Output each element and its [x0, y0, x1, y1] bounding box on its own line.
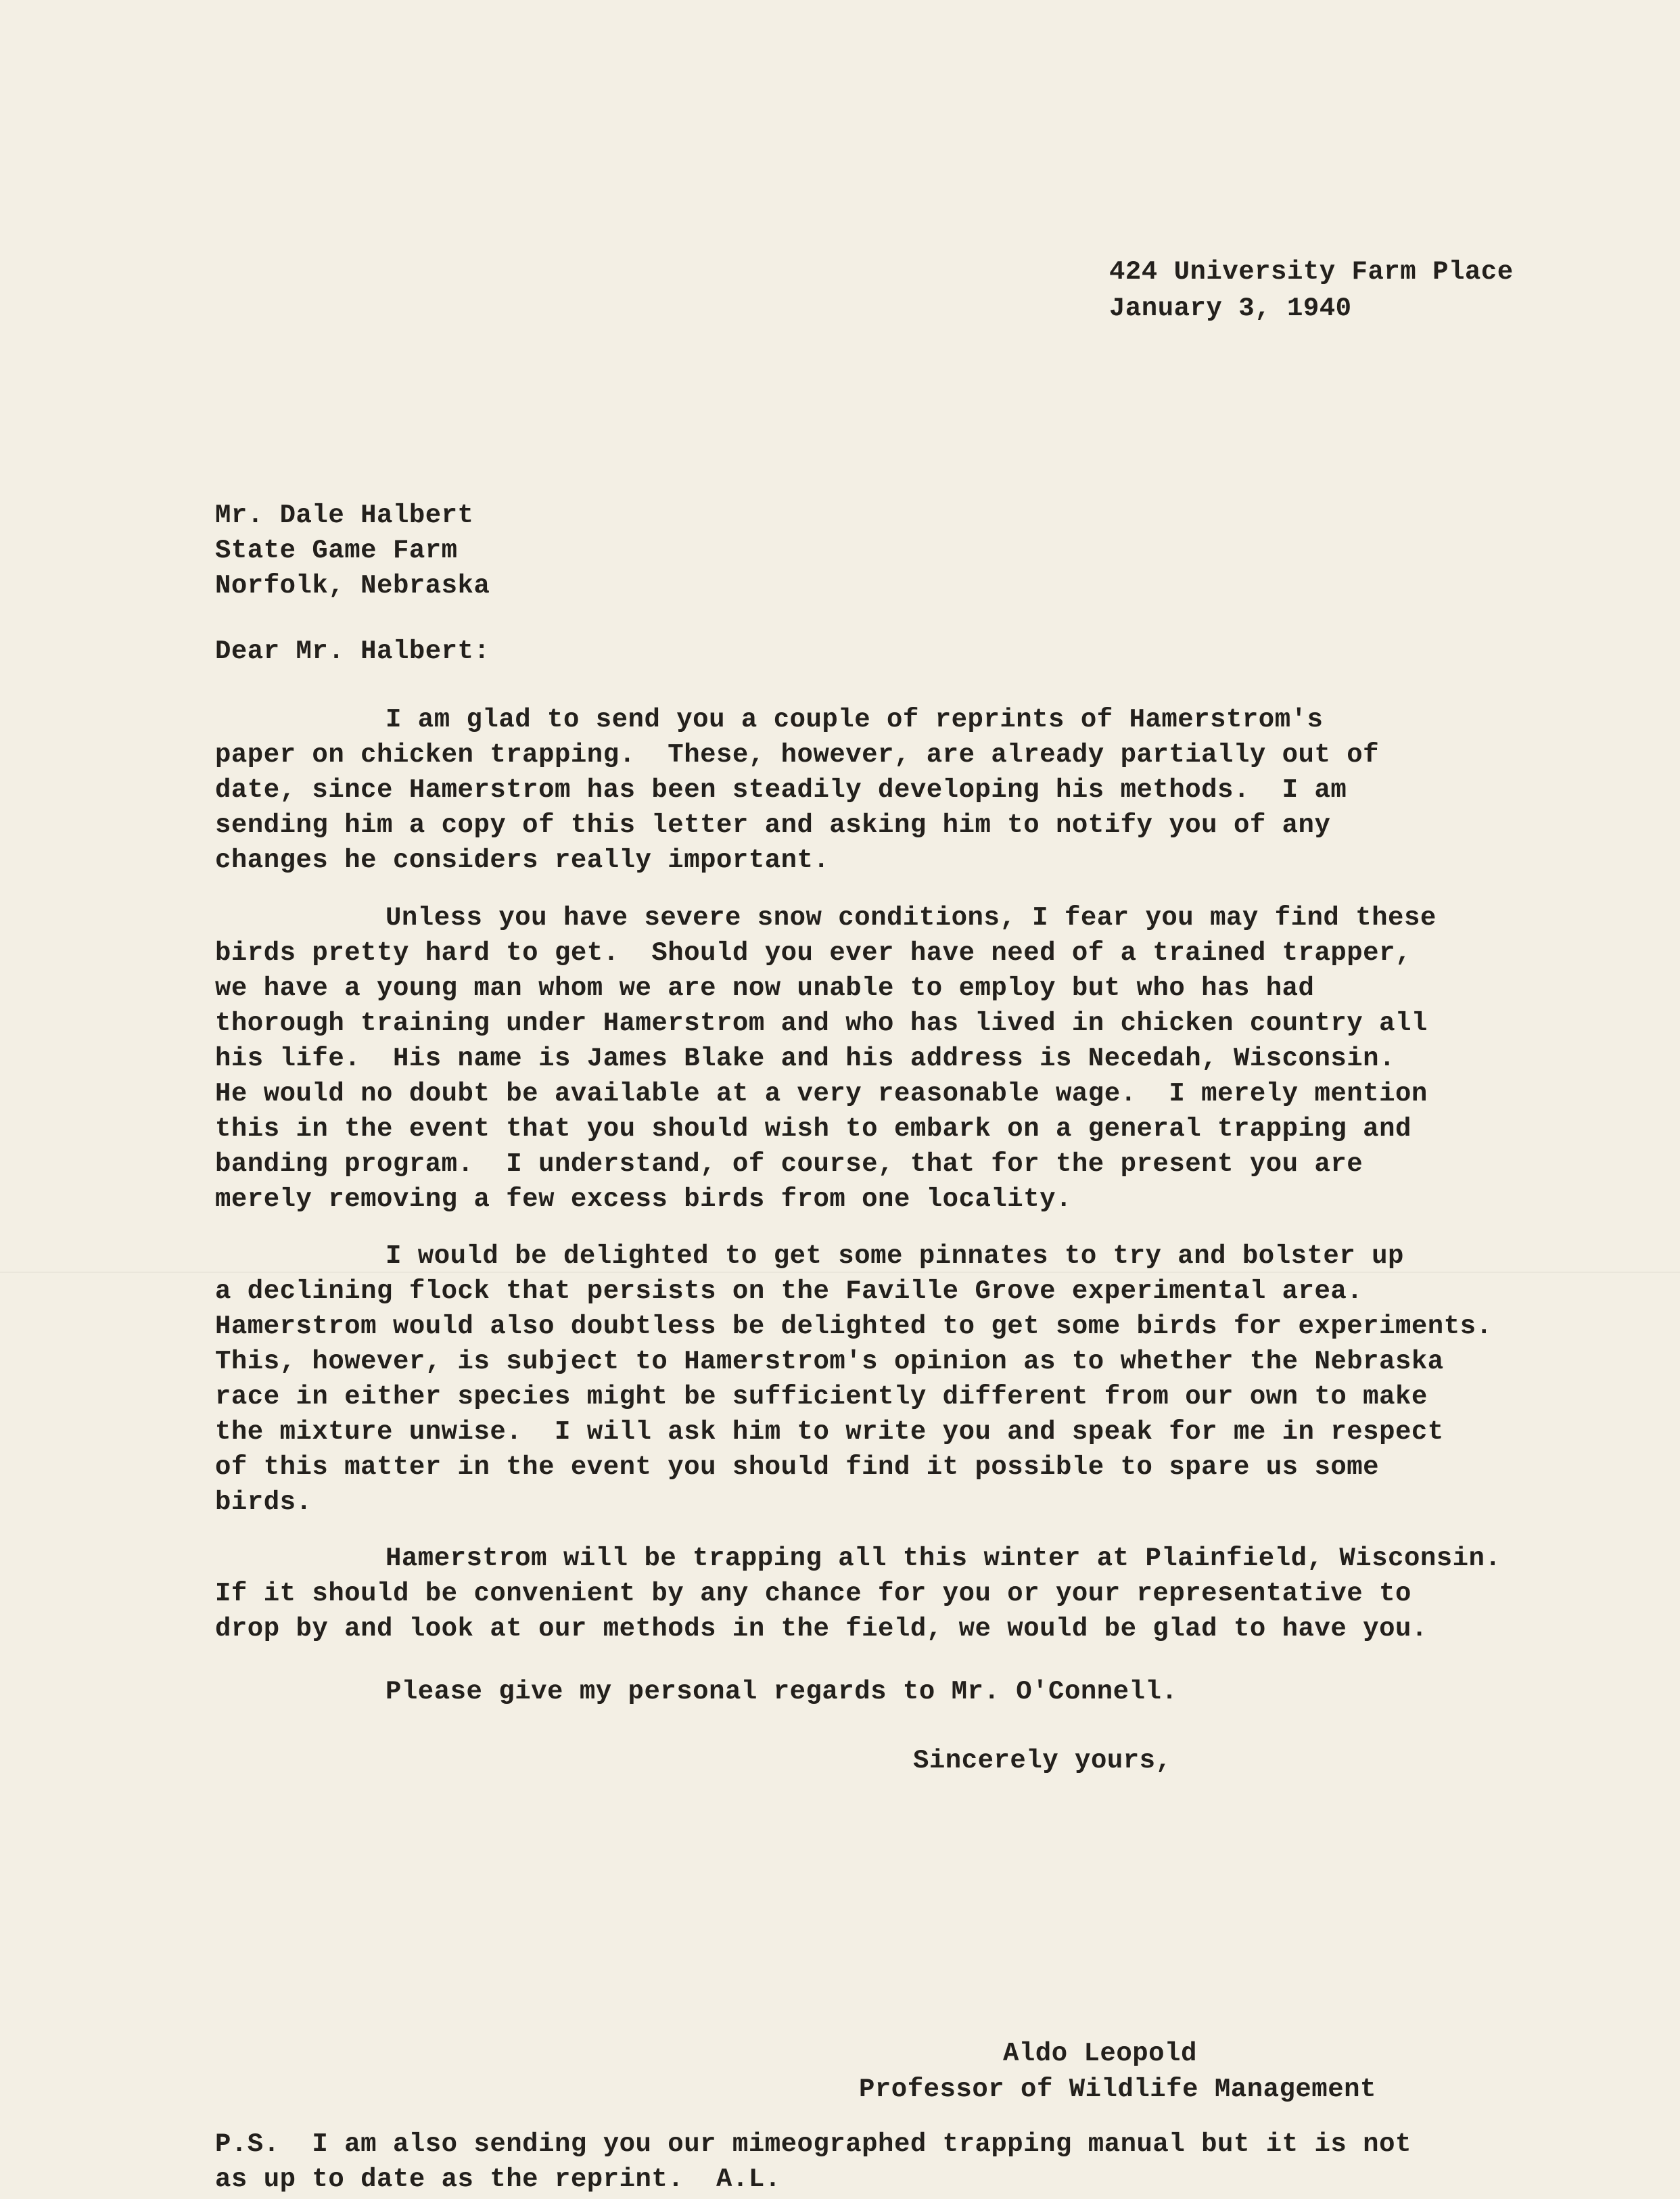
- paragraph-2-line: He would no doubt be available at a very reasonable wage. I merely mention: [215, 1079, 1428, 1109]
- paragraph-2-line: his life. His name is James Blake and his address is Necedah, Wisconsin.: [215, 1044, 1395, 1073]
- paragraph-1-line: changes he considers really important.: [215, 846, 830, 875]
- recipient-organization: State Game Farm: [215, 536, 458, 565]
- postscript-line: P.S. I am also sending you our mimeographed trapping manual but it is not: [215, 2129, 1411, 2159]
- paragraph-3-line: a declining flock that persists on the Faville Grove experimental area.: [215, 1276, 1363, 1306]
- paragraph-1-line: I am glad to send you a couple of reprints of Hamerstrom's: [386, 705, 1324, 735]
- paragraph-2-line: banding program. I understand, of course, that for the present you are: [215, 1149, 1363, 1179]
- paragraph-3-line: race in either species might be sufficiently different from our own to make: [215, 1382, 1428, 1412]
- paragraph-2-line: Unless you have severe snow conditions, I fear you may find these: [386, 903, 1437, 933]
- paragraph-4-line: drop by and look at our methods in the field, we would be glad to have you.: [215, 1614, 1428, 1644]
- paragraph-3-line: birds.: [215, 1487, 312, 1517]
- paragraph-4-line: If it should be convenient by any chance for you or your representative to: [215, 1579, 1411, 1608]
- paragraph-2-line: this in the event that you should wish to embark on a general trapping and: [215, 1114, 1411, 1144]
- paragraph-3-line: of this matter in the event you should find it possible to spare us some: [215, 1452, 1380, 1482]
- postscript-line: as up to date as the reprint. A.L.: [215, 2165, 781, 2194]
- recipient-location: Norfolk, Nebraska: [215, 571, 490, 601]
- paragraph-2-line: thorough training under Hamerstrom and who has lived in chicken country all: [215, 1009, 1428, 1038]
- paragraph-2-line: merely removing a few excess birds from one locality.: [215, 1184, 1072, 1214]
- paragraph-5-line: Please give my personal regards to Mr. O'Connell.: [386, 1677, 1178, 1707]
- paragraph-4-line: Hamerstrom will be trapping all this winter at Plainfield, Wisconsin.: [386, 1544, 1501, 1573]
- paragraph-1-line: sending him a copy of this letter and asking him to notify you of any: [215, 810, 1331, 840]
- signer-title: Professor of Wildlife Management: [859, 2075, 1376, 2104]
- paragraph-3-line: the mixture unwise. I will ask him to write you and speak for me in respect: [215, 1417, 1444, 1447]
- paragraph-3-line: This, however, is subject to Hamerstrom's opinion as to whether the Nebraska: [215, 1347, 1444, 1376]
- paragraph-1-line: date, since Hamerstrom has been steadily developing his methods. I am: [215, 775, 1347, 805]
- paragraph-1-line: paper on chicken trapping. These, however, are already partially out of: [215, 740, 1380, 770]
- signer-name: Aldo Leopold: [1003, 2039, 1197, 2068]
- paragraph-2-line: birds pretty hard to get. Should you ever have need of a trained trapper,: [215, 938, 1411, 968]
- paragraph-3-line: Hamerstrom would also doubtless be delighted to get some birds for experiments.: [215, 1312, 1493, 1341]
- letter-date: January 3, 1940: [1109, 294, 1352, 323]
- recipient-name: Mr. Dale Halbert: [215, 501, 474, 530]
- paragraph-2-line: we have a young man whom we are now unable to employ but who has had: [215, 973, 1315, 1003]
- closing: Sincerely yours,: [913, 1746, 1172, 1776]
- paragraph-3-line: I would be delighted to get some pinnates to try and bolster up: [386, 1241, 1404, 1271]
- salutation: Dear Mr. Halbert:: [215, 636, 490, 666]
- sender-address: 424 University Farm Place: [1109, 257, 1514, 287]
